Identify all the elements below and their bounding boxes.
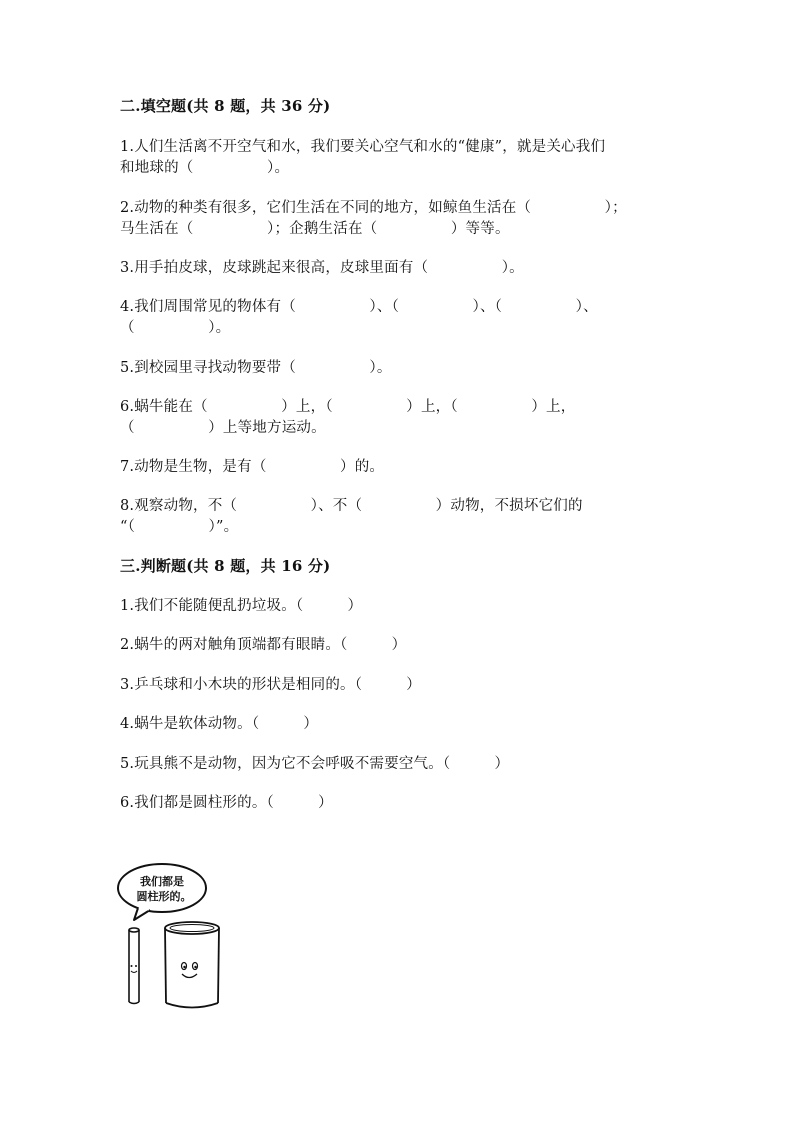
q3-1-line: 1.我们不能随便乱扔垃圾。（ ） [120, 598, 363, 614]
speech-text-line2: 圆柱形的。 [136, 890, 192, 903]
q2-1-line1: 1.人们生活离不开空气和水，我们要关心空气和水的“健康”，就是关心我们 [120, 139, 606, 155]
q2-8-line1: 8.观察动物，不（ ）、不（ ）动物，不损坏它们的 [120, 498, 583, 514]
section3-heading: 三.判断题(共 8 题，共 16 分) [120, 557, 331, 575]
q2-3-line1: 3.用手拍皮球，皮球跳起来很高，皮球里面有（ ）。 [120, 260, 524, 276]
q3-2-line: 2.蜗牛的两对触角顶端都有眼睛。（ ） [120, 637, 407, 653]
q3-5-line: 5.玩具熊不是动物，因为它不会呼吸不需要空气。（ ） [120, 756, 510, 772]
q2-2-line2: 马生活在（ ）；企鹅生活在（ ）等等。 [120, 221, 510, 237]
q3-4-line: 4.蜗牛是软体动物。（ ） [120, 716, 319, 732]
q3-3-line: 3.乒乓球和小木块的形状是相同的。（ ） [120, 677, 421, 693]
q2-7-line1: 7.动物是生物，是有（ ）的。 [120, 459, 385, 475]
thick-cylinder [165, 922, 219, 1008]
speech-text-line1: 我们都是 [140, 875, 184, 888]
q2-2-line1: 2.动物的种类有很多，它们生活在不同的地方，如鲸鱼生活在（ ）； [120, 200, 627, 216]
speech-bubble [118, 864, 206, 920]
q2-4-line1: 4.我们周围常见的物体有（ ）、（ ）、（ ）、 [120, 299, 598, 315]
q2-1-line2: 和地球的（ ）。 [120, 160, 290, 176]
q2-6-line2: （ ）上等地方运动。 [120, 420, 326, 436]
cylinders-illustration [110, 860, 230, 1020]
q3-6-line: 6.我们都是圆柱形的。（ ） [120, 795, 333, 811]
q2-5-line1: 5.到校园里寻找动物要带（ ）。 [120, 360, 392, 376]
thin-cylinder [129, 928, 139, 1004]
q2-8-line2: “（ ）”。 [120, 519, 239, 535]
section2-heading: 二.填空题(共 8 题，共 36 分) [120, 97, 331, 115]
q2-6-line1: 6.蜗牛能在（ ）上，（ ）上，（ ）上， [120, 399, 576, 415]
q2-4-line2: （ ）。 [120, 320, 231, 336]
